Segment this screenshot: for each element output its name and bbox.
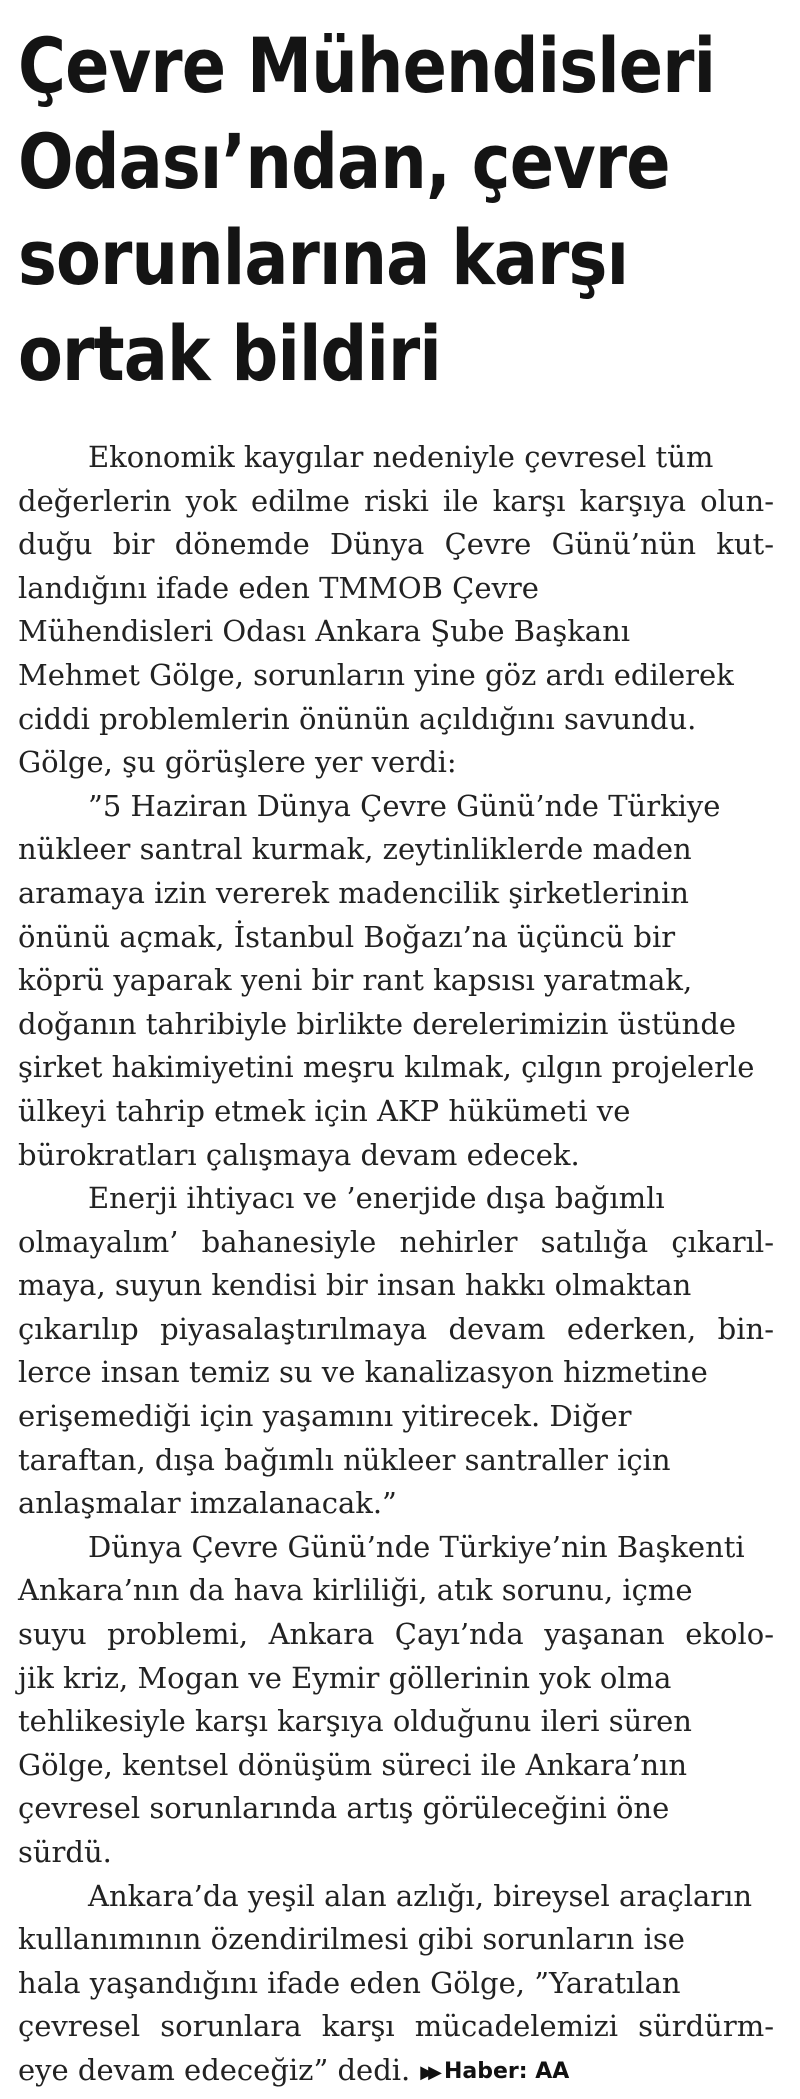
body-line: anlaşmalar imzalanacak.” <box>18 1486 397 1521</box>
body-line: duğu bir dönemde Dünya Çevre Günü’nün kut- <box>18 527 774 562</box>
body-line: Dünya Çevre Günü’nde Türkiye’nin Başkenti <box>88 1529 745 1564</box>
body-line: tehlikesiyle karşı karşıya olduğunu ileri süren <box>18 1704 692 1739</box>
headline-line: Çevre Mühendisleri <box>18 21 716 110</box>
body-line: taraftan, dışa bağımlı nükleer santraller için <box>18 1442 671 1477</box>
body-line: önünü açmak, İstanbul Boğazı’na üçüncü bir <box>18 919 676 954</box>
body-last-line <box>18 2049 774 2093</box>
body-line: eye devam edeceğiz” dedi. <box>18 2052 411 2087</box>
body-line: hala yaşandığını ifade eden Gölge, ”Yaratılan <box>18 1965 681 2000</box>
body-line: doğanın tahribiyle birlikte derelerimizin üstünde <box>18 1006 737 1041</box>
body-line: Ekonomik kaygılar nedeniyle çevresel tüm <box>88 440 714 474</box>
body-line: Enerji ihtiyacı ve ’enerjide dışa bağımlı <box>88 1181 665 1216</box>
body-line: olmayalım’ bahanesiyle nehirler satılığa çıkarıl- <box>18 1224 774 1259</box>
body-line: erişemediği için yaşamını yitirecek. Diğer <box>18 1399 632 1434</box>
body-line: şirket hakimiyetini meşru kılmak, çılgın projelerle <box>18 1050 755 1085</box>
body-line: kullanımının özendirilmesi gibi sorunların ise <box>18 1922 685 1957</box>
body-line: Ankara’da yeşil alan azlığı, bireysel araçların <box>88 1878 753 1913</box>
body-line: çevresel sorunlarında artış görüleceğini öne <box>18 1791 670 1826</box>
body-line: nükleer santral kurmak, zeytinliklerde maden <box>18 832 692 867</box>
headline-line: Odası’ndan, çevre <box>18 117 670 206</box>
body-line: Mehmet Gölge, sorunların yine göz ardı edilerek <box>18 657 734 692</box>
source-credit <box>420 2050 569 2095</box>
double-arrow-icon: ▶▶ <box>420 2061 436 2083</box>
body-line: ülkeyi tahrip etmek için AKP hükümeti ve <box>18 1093 631 1128</box>
body-line: çıkarılıp piyasalaştırılmaya devam ederken, bin- <box>18 1311 774 1346</box>
body-line: Ankara’nın da hava kirliliği, atık sorunu, içme <box>18 1573 693 1608</box>
body-line: sürdü. <box>18 1835 112 1869</box>
body-line: Mühendisleri Odası Ankara Şube Başkanı <box>18 614 631 649</box>
body-line: lerce insan temiz su ve kanalizasyon hizmetine <box>18 1355 708 1390</box>
body-line: ”5 Haziran Dünya Çevre Günü’nde Türkiye <box>88 788 721 823</box>
headline <box>18 18 775 402</box>
body-line: Gölge, kentsel dönüşüm süreci ile Ankara’nın <box>18 1747 688 1782</box>
body-line: maya, suyun kendisi bir insan hakkı olmaktan <box>18 1268 692 1303</box>
article-body <box>18 436 774 2093</box>
body-line: bürokratları çalışmaya devam edecek. <box>18 1137 580 1172</box>
headline-line: ortak bildiri <box>18 309 441 398</box>
body-line: çevresel sorunlara karşı mücadelemizi sürdürm- <box>18 2009 774 2044</box>
body-line: ciddi problemlerin önünün açıldığını savundu. <box>18 701 697 736</box>
source-label: Haber: AA <box>443 2058 570 2084</box>
body-line: aramaya izin vererek madencilik şirketlerinin <box>18 875 689 910</box>
body-line: suyu problemi, Ankara Çayı’nda yaşanan ekolo- <box>18 1617 774 1652</box>
body-line: landığını ifade eden TMMOB Çevre <box>18 570 539 605</box>
body-line: köprü yaparak yeni bir rant kapsısı yaratmak, <box>18 963 693 998</box>
body-line: jik kriz, Mogan ve Eymir göllerinin yok olma <box>18 1660 672 1695</box>
body-line: değerlerin yok edilme riski ile karşı karşıya olun- <box>18 483 774 518</box>
headline-line: sorunlarına karşı <box>18 213 629 302</box>
body-line: Gölge, şu görüşlere yer verdi: <box>18 745 457 780</box>
